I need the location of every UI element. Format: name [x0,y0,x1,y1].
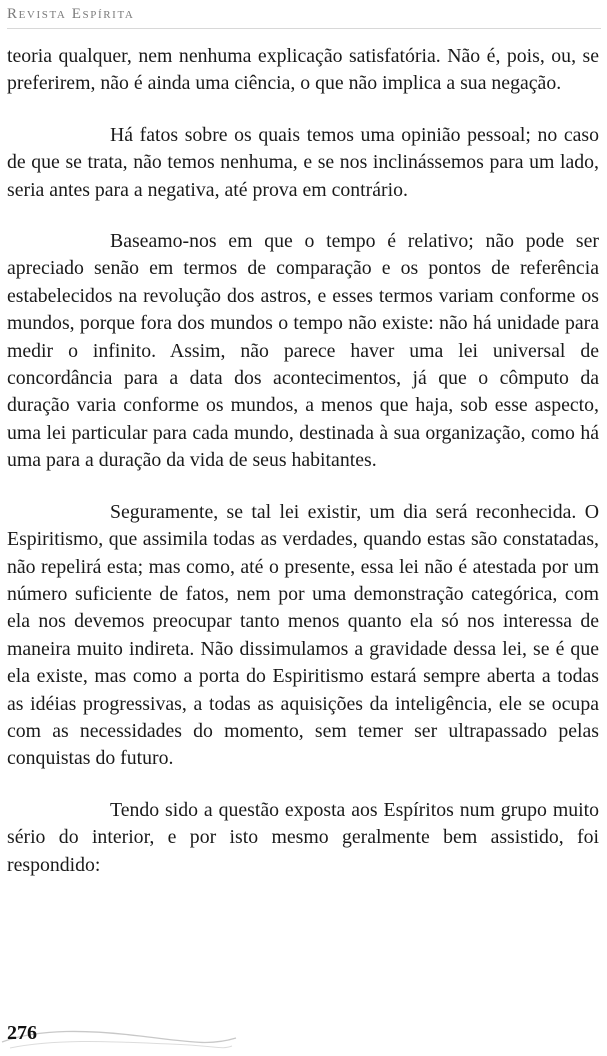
paragraph: Há fatos sobre os quais temos uma opinião pessoal; no caso de que se trata, não temos nenhuma, e se nos inclinássemos para um lado, seria antes para a negativa, até prova em contrário. [7,123,599,201]
running-head: Revista Espírita [7,6,601,29]
paragraph-continuation: teoria qualquer, nem nenhuma explicação satisfatória. Não é, pois, ou, se preferirem, não é ainda uma ciência, o que não implica a sua negação. [7,45,599,95]
page-body [7,43,599,903]
page-number: 276 [7,1022,37,1044]
paragraph: Tendo sido a questão exposta aos Espíritos num grupo muito sério do interior, e por isto mesmo geralmente bem assistido, foi respondido: [7,798,599,876]
paragraph: Seguramente, se tal lei existir, um dia será reconhecida. O Espiritismo, que assimila todas as verdades, quando estas são constatadas, não repelirá esta; mas como, até o presente, essa lei não é atestada por um número suficiente de fatos, nem por uma demonstração categórica, com ela nos devemos preocupar tanto menos quanto ela só nos interessa de maneira muito indireta. Não dissimulamos a gravidade dessa lei, se é que ela existe, mas como a porta do Espiritismo estará sempre aberta a todas as idéias progressivas, a todas as aquisições da inteligência, ele se ocupa com as necessidades do momento, sem temer ser ultrapassado pelas conquistas do futuro. [7,500,599,770]
paragraph: Baseamo-nos em que o tempo é relativo; não pode ser apreciado senão em termos de comparação e os pontos de referência estabelecidos na revolução dos astros, e esses termos variam conforme os mundos, porque fora dos mundos o tempo não existe: não há unidade para medir o infinito. Assim, não parece haver uma lei universal de concordância para a data dos acontecimentos, já que o cômputo da duração varia conforme os mundos, a menos que haja, sob esse aspecto, uma lei particular para cada mundo, destinada à sua organização, como há uma para a duração da vida de seus habitantes. [7,230,599,472]
